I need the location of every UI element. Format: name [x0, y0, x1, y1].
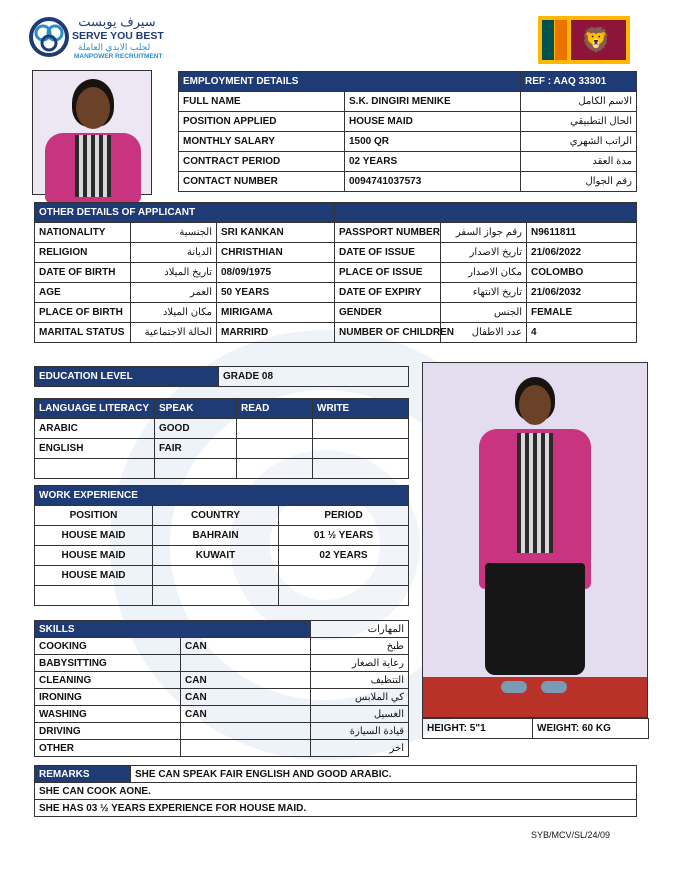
skill-value: [181, 655, 311, 672]
contact-number-label: CONTACT NUMBER: [179, 172, 345, 192]
language-name: [35, 459, 155, 479]
monthly-salary-value: 1500 QR: [345, 132, 521, 152]
religion-arabic: الديانة: [131, 243, 217, 263]
table-row: [35, 546, 409, 566]
other-details-title-blank: [335, 203, 637, 223]
language-name: ENGLISH: [35, 439, 155, 459]
table-row: [35, 323, 637, 343]
speak-level: GOOD: [155, 419, 237, 439]
work-experience-table: [34, 485, 409, 606]
skill-arabic: كي الملابس: [311, 689, 409, 706]
write-header: WRITE: [313, 399, 409, 419]
place-of-birth-value: MIRIGAMA: [217, 303, 335, 323]
skill-value: CAN: [181, 672, 311, 689]
skill-value: [181, 740, 311, 757]
table-row: [35, 439, 409, 459]
full-name-label: FULL NAME: [179, 92, 345, 112]
other-details-title: OTHER DETAILS OF APPLICANT: [35, 203, 335, 223]
table-row: [35, 566, 409, 586]
read-level: [237, 459, 313, 479]
place-of-issue-label: PLACE OF ISSUE: [335, 263, 441, 283]
employment-details-table: [178, 71, 637, 192]
work-experience-title: WORK EXPERIENCE: [35, 486, 409, 506]
gender-value: FEMALE: [527, 303, 637, 323]
table-row: [35, 283, 637, 303]
gender-arabic: الجنس: [441, 303, 527, 323]
table-row: [35, 243, 637, 263]
nationality-arabic: الجنسية: [131, 223, 217, 243]
work-period: [279, 566, 409, 586]
skills-table: [34, 620, 409, 757]
remarks-line: SHE HAS 03 ½ YEARS EXPERIENCE FOR HOUSE MAID.: [35, 800, 637, 817]
table-row: [35, 638, 409, 655]
sri-lanka-flag-icon: 🦁: [538, 16, 630, 64]
table-row: [35, 740, 409, 757]
full-name-arabic: الاسم الكامل: [521, 92, 637, 112]
table-row: [35, 303, 637, 323]
table-row: [35, 706, 409, 723]
write-level: [313, 419, 409, 439]
contact-number-arabic: رقم الجوال: [521, 172, 637, 192]
work-country: [153, 566, 279, 586]
date-of-issue-label: DATE OF ISSUE: [335, 243, 441, 263]
monthly-salary-label: MONTHLY SALARY: [179, 132, 345, 152]
weight-value: WEIGHT: 60 KG: [533, 719, 649, 739]
education-level-label: EDUCATION LEVEL: [35, 367, 219, 387]
speak-level: FAIR: [155, 439, 237, 459]
work-position: HOUSE MAID: [35, 546, 153, 566]
work-country: BAHRAIN: [153, 526, 279, 546]
table-row: [35, 672, 409, 689]
reference-number: REF : AAQ 33301: [521, 72, 637, 92]
passport-number-label: PASSPORT NUMBER: [335, 223, 441, 243]
table-row: [35, 655, 409, 672]
skill-arabic: اخر: [311, 740, 409, 757]
age-arabic: العمر: [131, 283, 217, 303]
document-code: SYB/MCV/SL/24/09: [531, 830, 611, 840]
place-of-issue-arabic: مكان الاصدار: [441, 263, 527, 283]
religion-value: CHRISTHIAN: [217, 243, 335, 263]
read-level: [237, 439, 313, 459]
skills-title: SKILLS: [35, 621, 311, 638]
date-of-expiry-label: DATE OF EXPIRY: [335, 283, 441, 303]
skill-value: CAN: [181, 638, 311, 655]
remarks-line: SHE CAN COOK AONE.: [35, 783, 637, 800]
work-position: HOUSE MAID: [35, 566, 153, 586]
remarks-table: [34, 765, 637, 817]
date-of-birth-value: 08/09/1975: [217, 263, 335, 283]
skill-label: BABYSITTING: [35, 655, 181, 672]
read-level: [237, 419, 313, 439]
logo-name: SERVE YOU BEST: [72, 30, 164, 42]
number-of-children-value: 4: [527, 323, 637, 343]
date-of-issue-value: 21/06/2022: [527, 243, 637, 263]
skills-title-arabic: المهارات: [311, 621, 409, 638]
company-logo: [28, 14, 188, 64]
language-literacy-header: LANGUAGE LITERACY: [35, 399, 155, 419]
education-level-table: [34, 366, 409, 387]
table-row: [35, 586, 409, 606]
contract-period-arabic: مدة العقد: [521, 152, 637, 172]
place-of-issue-value: COLOMBO: [527, 263, 637, 283]
table-row: [35, 223, 637, 243]
skill-label: IRONING: [35, 689, 181, 706]
country-header: COUNTRY: [153, 506, 279, 526]
table-row: [35, 459, 409, 479]
contract-period-label: CONTRACT PERIOD: [179, 152, 345, 172]
education-level-value: GRADE 08: [219, 367, 409, 387]
nationality-value: SRI KANKAN: [217, 223, 335, 243]
skill-value: [181, 723, 311, 740]
other-details-table: [34, 202, 637, 343]
work-period: 01 ½ YEARS: [279, 526, 409, 546]
age-value: 50 YEARS: [217, 283, 335, 303]
work-position: HOUSE MAID: [35, 526, 153, 546]
applicant-full-body-photo: [422, 362, 648, 718]
employment-details-title: EMPLOYMENT DETAILS: [179, 72, 521, 92]
work-country: KUWAIT: [153, 546, 279, 566]
date-of-birth-label: DATE OF BIRTH: [35, 263, 131, 283]
skill-arabic: الغسيل: [311, 706, 409, 723]
table-row: [35, 263, 637, 283]
skill-label: DRIVING: [35, 723, 181, 740]
number-of-children-arabic: عدد الاطفال: [441, 323, 527, 343]
applicant-portrait-photo: [32, 70, 152, 195]
skill-arabic: طبخ: [311, 638, 409, 655]
work-period: [279, 586, 409, 606]
work-country: [153, 586, 279, 606]
table-row: [35, 419, 409, 439]
passport-number-arabic: رقم جواز السفر: [441, 223, 527, 243]
age-label: AGE: [35, 283, 131, 303]
table-row: [35, 689, 409, 706]
marital-status-arabic: الحالة الاجتماعية: [131, 323, 217, 343]
table-row: [35, 723, 409, 740]
date-of-expiry-arabic: تاريخ الانتهاء: [441, 283, 527, 303]
skill-arabic: التنظيف: [311, 672, 409, 689]
skill-value: CAN: [181, 706, 311, 723]
speak-level: [155, 459, 237, 479]
logo-arabic-sub: لجلب الايدي العاملة: [78, 42, 151, 52]
position-applied-label: POSITION APPLIED: [179, 112, 345, 132]
write-level: [313, 439, 409, 459]
nationality-label: NATIONALITY: [35, 223, 131, 243]
work-period: 02 YEARS: [279, 546, 409, 566]
gender-label: GENDER: [335, 303, 441, 323]
position-applied-value: HOUSE MAID: [345, 112, 521, 132]
skill-label: COOKING: [35, 638, 181, 655]
logo-arabic: سيرف يوبست: [78, 14, 156, 29]
date-of-birth-arabic: تاريخ الميلاد: [131, 263, 217, 283]
position-header: POSITION: [35, 506, 153, 526]
skill-label: CLEANING: [35, 672, 181, 689]
logo-emblem-icon: [28, 16, 70, 58]
number-of-children-label: NUMBER OF CHILDREN: [335, 323, 441, 343]
date-of-issue-arabic: تاريخ الاصدار: [441, 243, 527, 263]
skill-label: WASHING: [35, 706, 181, 723]
date-of-expiry-value: 21/06/2032: [527, 283, 637, 303]
monthly-salary-arabic: الراتب الشهري: [521, 132, 637, 152]
place-of-birth-label: PLACE OF BIRTH: [35, 303, 131, 323]
skill-arabic: قيادة السيارة: [311, 723, 409, 740]
read-header: READ: [237, 399, 313, 419]
contract-period-value: 02 YEARS: [345, 152, 521, 172]
height-value: HEIGHT: 5"1: [423, 719, 533, 739]
period-header: PERIOD: [279, 506, 409, 526]
place-of-birth-arabic: مكان الميلاد: [131, 303, 217, 323]
language-literacy-table: [34, 398, 409, 479]
position-applied-arabic: الحال التطبيقي: [521, 112, 637, 132]
marital-status-label: MARITAL STATUS: [35, 323, 131, 343]
write-level: [313, 459, 409, 479]
remarks-line: SHE CAN SPEAK FAIR ENGLISH AND GOOD ARABIC.: [131, 766, 637, 783]
table-row: [35, 526, 409, 546]
skill-value: CAN: [181, 689, 311, 706]
skill-label: OTHER: [35, 740, 181, 757]
remarks-label: REMARKS: [35, 766, 131, 783]
religion-label: RELIGION: [35, 243, 131, 263]
language-name: ARABIC: [35, 419, 155, 439]
speak-header: SPEAK: [155, 399, 237, 419]
physical-details-table: [422, 718, 649, 739]
passport-number-value: N9611811: [527, 223, 637, 243]
work-position: [35, 586, 153, 606]
logo-sub: MANPOWER RECRUITMENT: [74, 53, 163, 60]
contact-number-value: 0094741037573: [345, 172, 521, 192]
full-name-value: S.K. DINGIRI MENIKE: [345, 92, 521, 112]
skill-arabic: رعاية الصغار: [311, 655, 409, 672]
marital-status-value: MARRIRD: [217, 323, 335, 343]
